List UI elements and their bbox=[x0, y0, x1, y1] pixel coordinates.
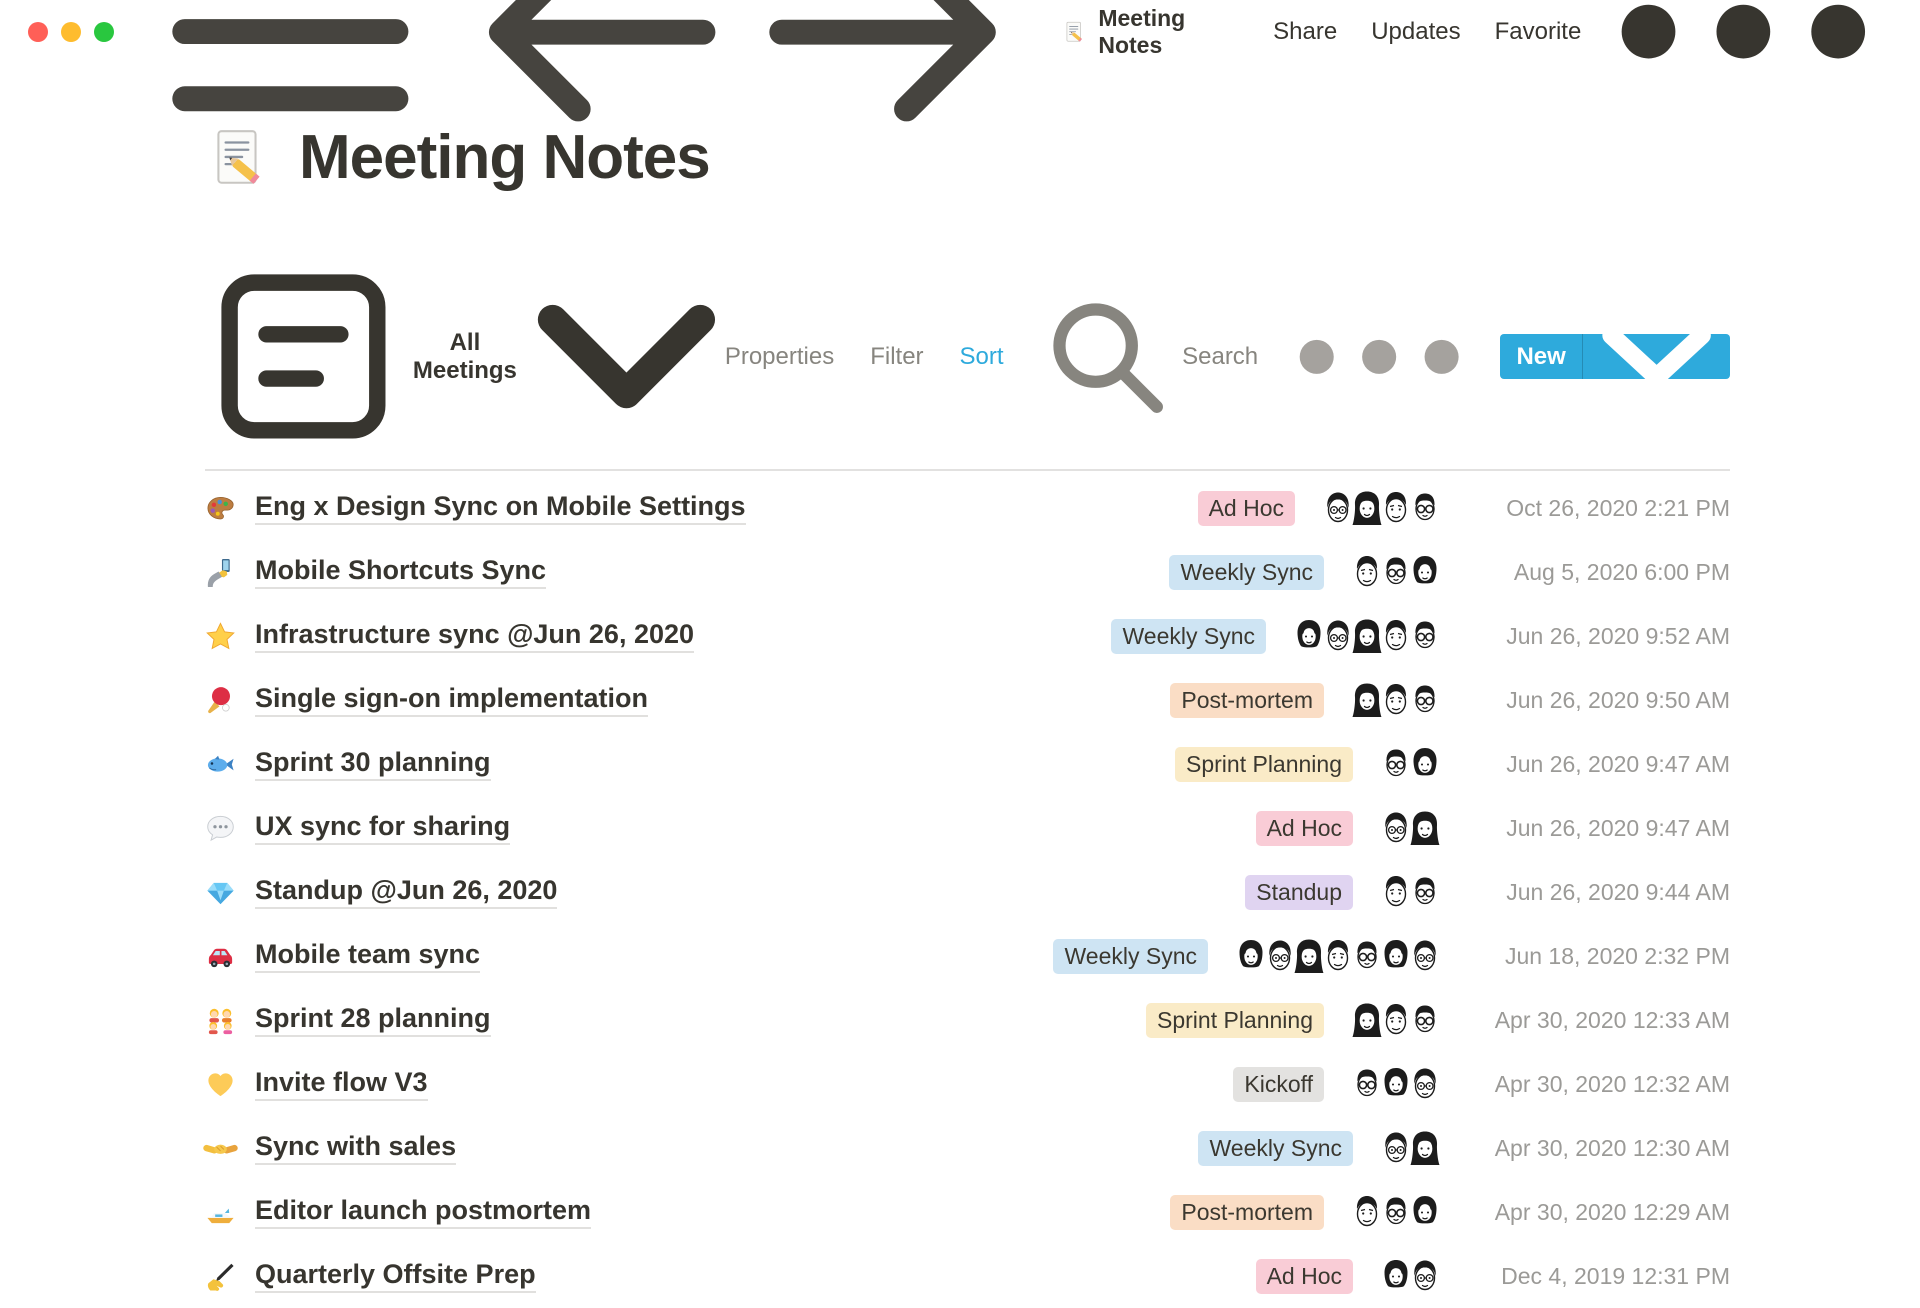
attendee-avatars bbox=[1321, 489, 1442, 527]
table-row[interactable] bbox=[205, 604, 1730, 668]
meeting-title-link[interactable]: Standup @Jun 26, 2020 bbox=[255, 875, 557, 909]
view-switcher-label: All Meetings bbox=[412, 328, 517, 384]
meeting-type-tag: Kickoff bbox=[1233, 1067, 1324, 1102]
close-button[interactable] bbox=[28, 22, 48, 42]
attendee-avatars bbox=[1350, 1001, 1442, 1039]
attendee-avatars bbox=[1350, 1065, 1442, 1103]
avatar bbox=[1408, 937, 1442, 975]
meeting-title-link[interactable]: Sprint 28 planning bbox=[255, 1003, 491, 1037]
meeting-title-link[interactable]: Mobile team sync bbox=[255, 939, 480, 973]
search-icon bbox=[1040, 290, 1174, 424]
meeting-datetime: Jun 26, 2020 9:44 AM bbox=[1506, 878, 1730, 905]
avatar bbox=[1408, 873, 1442, 911]
attendee-avatars bbox=[1350, 1193, 1442, 1231]
avatar bbox=[1408, 681, 1442, 719]
view-switcher-all-meetings[interactable] bbox=[205, 258, 725, 455]
meeting-datetime: Apr 30, 2020 12:30 AM bbox=[1494, 1134, 1730, 1161]
motor-boat-emoji-icon bbox=[205, 1197, 255, 1228]
star-emoji-icon bbox=[205, 621, 255, 652]
meeting-datetime: Jun 26, 2020 9:47 AM bbox=[1506, 750, 1730, 777]
meeting-type-tag: Post-mortem bbox=[1170, 683, 1324, 718]
meeting-title-link[interactable]: Sync with sales bbox=[255, 1131, 456, 1165]
row-properties bbox=[1198, 1129, 1730, 1167]
view-toolbar bbox=[205, 258, 1730, 471]
table-row[interactable] bbox=[205, 476, 1730, 540]
window-doc-title: Meeting Notes bbox=[1098, 5, 1186, 58]
speech-balloon-emoji-icon bbox=[205, 813, 255, 844]
attendee-avatars bbox=[1350, 681, 1442, 719]
meeting-title-link[interactable]: Mobile Shortcuts Sync bbox=[255, 555, 546, 589]
new-dropdown-button[interactable] bbox=[1582, 334, 1730, 379]
properties-button[interactable]: Properties bbox=[724, 342, 835, 370]
meeting-type-tag: Ad Hoc bbox=[1256, 811, 1353, 846]
row-properties bbox=[1170, 1193, 1730, 1231]
memo-icon bbox=[1062, 19, 1086, 46]
avatar bbox=[1408, 1129, 1442, 1167]
meeting-type-tag: Ad Hoc bbox=[1256, 1259, 1353, 1294]
row-properties bbox=[1245, 873, 1730, 911]
favorite-button[interactable]: Favorite bbox=[1494, 18, 1582, 45]
updates-button[interactable]: Updates bbox=[1371, 18, 1461, 45]
table-row[interactable] bbox=[205, 1244, 1730, 1308]
meeting-datetime: Jun 18, 2020 2:32 PM bbox=[1504, 942, 1730, 969]
attendee-avatars bbox=[1379, 1129, 1442, 1167]
palette-emoji-icon bbox=[205, 493, 255, 524]
meeting-datetime: Apr 30, 2020 12:29 AM bbox=[1494, 1198, 1730, 1225]
page-icon-memo[interactable] bbox=[205, 126, 271, 192]
meeting-datetime: Aug 5, 2020 6:00 PM bbox=[1513, 558, 1730, 585]
avatar bbox=[1408, 617, 1442, 655]
row-properties bbox=[1111, 617, 1730, 655]
ping-pong-emoji-icon bbox=[205, 685, 255, 716]
hamburger-icon bbox=[156, 0, 425, 138]
meeting-datetime: Apr 30, 2020 12:33 AM bbox=[1494, 1006, 1730, 1033]
attendee-avatars bbox=[1292, 617, 1442, 655]
more-button[interactable] bbox=[1609, 0, 1878, 63]
meeting-type-tag: Sprint Planning bbox=[1146, 1003, 1324, 1038]
row-properties bbox=[1198, 489, 1730, 527]
writing-hand-emoji-icon bbox=[205, 1261, 255, 1292]
meeting-title-link[interactable]: Sprint 30 planning bbox=[255, 747, 491, 781]
table-row[interactable] bbox=[205, 1052, 1730, 1116]
new-button-group bbox=[1500, 334, 1730, 379]
row-properties bbox=[1146, 1001, 1730, 1039]
zoom-button[interactable] bbox=[94, 22, 114, 42]
page-title[interactable]: Meeting Notes bbox=[299, 123, 710, 192]
new-button[interactable]: New bbox=[1500, 334, 1581, 379]
meeting-title-link[interactable]: UX sync for sharing bbox=[255, 811, 510, 845]
meeting-datetime: Jun 26, 2020 9:47 AM bbox=[1506, 814, 1730, 841]
selfie-emoji-icon bbox=[205, 557, 255, 588]
avatar bbox=[1408, 1257, 1442, 1295]
avatar bbox=[1408, 809, 1442, 847]
view-options-button[interactable] bbox=[1294, 337, 1464, 377]
meeting-type-tag: Standup bbox=[1245, 875, 1353, 910]
share-button[interactable]: Share bbox=[1273, 18, 1338, 45]
table-row[interactable] bbox=[205, 540, 1730, 604]
meeting-datetime: Dec 4, 2019 12:31 PM bbox=[1501, 1262, 1730, 1289]
avatar bbox=[1408, 1065, 1442, 1103]
table-row[interactable] bbox=[205, 860, 1730, 924]
traffic-lights bbox=[28, 22, 114, 42]
meeting-datetime: Jun 26, 2020 9:52 AM bbox=[1506, 622, 1730, 649]
gem-emoji-icon bbox=[205, 877, 255, 908]
avatar bbox=[1408, 1193, 1442, 1231]
table-row[interactable] bbox=[205, 1180, 1730, 1244]
meeting-type-tag: Sprint Planning bbox=[1175, 747, 1353, 782]
meeting-title-link[interactable]: Single sign-on implementation bbox=[255, 683, 648, 717]
avatar bbox=[1408, 553, 1442, 591]
row-properties bbox=[1256, 809, 1730, 847]
meeting-datetime: Oct 26, 2020 2:21 PM bbox=[1506, 494, 1730, 521]
table-row[interactable] bbox=[205, 732, 1730, 796]
table-row[interactable] bbox=[205, 668, 1730, 732]
fish-emoji-icon bbox=[205, 749, 255, 780]
filter-button[interactable]: Filter bbox=[870, 342, 924, 370]
minimize-button[interactable] bbox=[61, 22, 81, 42]
row-properties bbox=[1233, 1065, 1730, 1103]
meeting-title-link[interactable]: Eng x Design Sync on Mobile Settings bbox=[255, 491, 746, 525]
avatar bbox=[1408, 745, 1442, 783]
chevron-down-icon bbox=[528, 295, 725, 418]
family-emoji-icon bbox=[205, 1005, 255, 1036]
forward-arrow-icon bbox=[753, 0, 1022, 147]
row-properties bbox=[1256, 1257, 1730, 1295]
meeting-title-link[interactable]: Infrastructure sync @Jun 26, 2020 bbox=[255, 619, 694, 653]
sort-button[interactable]: Sort bbox=[959, 342, 1004, 370]
row-properties bbox=[1053, 937, 1730, 975]
table-row[interactable] bbox=[205, 924, 1730, 988]
sidebar-menu-button[interactable] bbox=[156, 0, 425, 138]
page-body bbox=[0, 124, 1730, 1308]
yellow-heart-emoji-icon bbox=[205, 1069, 255, 1100]
search-button[interactable] bbox=[1040, 290, 1259, 424]
meeting-datetime: Jun 26, 2020 9:50 AM bbox=[1506, 686, 1730, 713]
meeting-title-link[interactable]: Editor launch postmortem bbox=[255, 1195, 591, 1229]
forward-button[interactable] bbox=[753, 0, 1022, 147]
attendee-avatars bbox=[1350, 553, 1442, 591]
list-view-icon bbox=[205, 258, 402, 455]
ellipsis-icon bbox=[1609, 0, 1878, 63]
meeting-datetime: Apr 30, 2020 12:32 AM bbox=[1494, 1070, 1730, 1097]
row-properties bbox=[1175, 745, 1730, 783]
row-properties bbox=[1170, 681, 1730, 719]
attendee-avatars bbox=[1379, 809, 1442, 847]
row-properties bbox=[1169, 553, 1730, 591]
attendee-avatars bbox=[1379, 1257, 1442, 1295]
meeting-type-tag: Weekly Sync bbox=[1169, 555, 1324, 590]
table-row[interactable] bbox=[205, 796, 1730, 860]
meeting-type-tag: Post-mortem bbox=[1170, 1195, 1324, 1230]
avatar bbox=[1408, 1001, 1442, 1039]
search-label: Search bbox=[1182, 342, 1259, 370]
table-row[interactable] bbox=[205, 1116, 1730, 1180]
meeting-type-tag: Ad Hoc bbox=[1198, 491, 1295, 526]
meeting-type-tag: Weekly Sync bbox=[1111, 619, 1266, 654]
ellipsis-icon bbox=[1294, 337, 1464, 377]
car-emoji-icon bbox=[205, 941, 255, 972]
attendee-avatars bbox=[1379, 745, 1442, 783]
meeting-type-tag: Weekly Sync bbox=[1198, 1131, 1353, 1166]
table-row[interactable] bbox=[205, 988, 1730, 1052]
attendee-avatars bbox=[1379, 873, 1442, 911]
meeting-title-link[interactable]: Invite flow V3 bbox=[255, 1067, 428, 1101]
avatar bbox=[1408, 489, 1442, 527]
handshake-emoji-icon bbox=[205, 1133, 255, 1164]
meeting-list bbox=[205, 476, 1730, 1308]
meeting-type-tag: Weekly Sync bbox=[1053, 939, 1208, 974]
meeting-title-link[interactable]: Quarterly Offsite Prep bbox=[255, 1259, 536, 1293]
chevron-down-icon bbox=[1594, 318, 1719, 395]
window-topbar bbox=[0, 0, 1920, 64]
attendee-avatars bbox=[1234, 937, 1442, 975]
